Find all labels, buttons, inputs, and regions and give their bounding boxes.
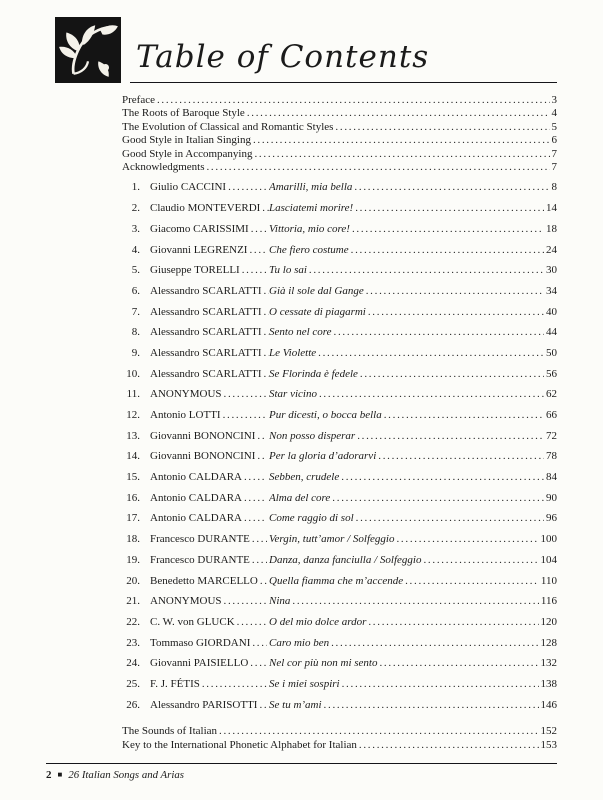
toc-row-page: 7 bbox=[551, 161, 557, 174]
song-title: Come raggio di sol bbox=[269, 512, 354, 525]
dot-leader bbox=[368, 306, 544, 318]
song-number: 10. bbox=[126, 367, 140, 380]
dot-leader bbox=[379, 657, 538, 669]
song-page: 100 bbox=[540, 533, 557, 546]
dot-leader bbox=[219, 725, 538, 738]
song-number: 25. bbox=[126, 677, 140, 690]
song-page: 40 bbox=[546, 305, 557, 318]
song-row bbox=[118, 223, 557, 244]
composer-cell bbox=[150, 388, 269, 400]
song-number: 15. bbox=[126, 471, 140, 484]
song-composer: Giulio CACCINI bbox=[150, 181, 227, 194]
composer-cell bbox=[150, 450, 269, 462]
dot-leader bbox=[237, 616, 267, 628]
toc-row-label: Key to the International Phonetic Alphabet for Italian bbox=[122, 738, 357, 751]
composer-cell bbox=[150, 409, 269, 421]
song-page: 24 bbox=[546, 243, 557, 256]
title-cell bbox=[269, 595, 541, 607]
song-title: Quella fiamma che m’accende bbox=[269, 574, 404, 587]
song-page: 132 bbox=[540, 657, 557, 670]
title-rule bbox=[130, 39, 557, 83]
song-row bbox=[118, 471, 557, 492]
title-cell bbox=[269, 388, 546, 400]
title-cell bbox=[269, 264, 546, 276]
song-number: 2. bbox=[131, 202, 140, 215]
song-page: 138 bbox=[540, 677, 557, 690]
dot-leader bbox=[368, 616, 538, 628]
composer-cell bbox=[150, 533, 269, 545]
footer-page-number: 2 bbox=[46, 769, 52, 781]
song-row bbox=[118, 430, 557, 451]
composer-cell bbox=[150, 512, 269, 524]
dot-leader bbox=[384, 409, 544, 421]
dot-leader bbox=[223, 409, 267, 421]
composer-cell bbox=[150, 430, 269, 442]
dot-leader bbox=[341, 471, 544, 483]
title-cell bbox=[269, 554, 541, 566]
floral-ornament-icon bbox=[55, 17, 121, 83]
dot-leader bbox=[319, 388, 544, 400]
song-number: 16. bbox=[126, 491, 140, 504]
dot-leader bbox=[366, 285, 544, 297]
page-header bbox=[0, 0, 603, 83]
song-page: 110 bbox=[540, 574, 557, 587]
song-page: 66 bbox=[546, 409, 557, 421]
song-row bbox=[118, 368, 557, 389]
song-number: 4. bbox=[131, 243, 140, 256]
song-composer: Antonio CALDARA bbox=[150, 491, 242, 504]
song-page: 90 bbox=[546, 491, 557, 504]
song-composer: Giovanni PAISIELLO bbox=[150, 657, 249, 670]
dot-leader bbox=[253, 134, 550, 147]
song-row bbox=[118, 678, 557, 699]
song-row bbox=[118, 699, 557, 720]
dot-leader bbox=[224, 388, 267, 400]
title-cell bbox=[269, 492, 546, 504]
front-matter-list bbox=[122, 94, 557, 174]
dot-leader bbox=[254, 148, 549, 161]
composer-cell bbox=[150, 223, 269, 235]
title-cell bbox=[269, 223, 546, 235]
title-cell bbox=[269, 616, 541, 628]
page-title: Table of Contents bbox=[136, 39, 430, 75]
song-composer: Giovanni BONONCINI bbox=[150, 450, 256, 463]
dot-leader bbox=[252, 554, 267, 566]
toc-row bbox=[122, 134, 557, 147]
dot-leader bbox=[250, 657, 267, 669]
song-number: 19. bbox=[126, 553, 140, 566]
toc-row-page: 4 bbox=[551, 107, 557, 120]
song-title: Lasciatemi morire! bbox=[269, 202, 354, 215]
dot-leader bbox=[244, 471, 267, 483]
composer-cell bbox=[150, 326, 269, 338]
composer-cell bbox=[150, 637, 269, 649]
dot-leader bbox=[405, 575, 539, 587]
song-page: 72 bbox=[546, 429, 557, 442]
dot-leader bbox=[157, 94, 550, 107]
song-page: 146 bbox=[540, 698, 557, 711]
title-cell bbox=[269, 306, 546, 318]
song-row bbox=[118, 450, 557, 471]
song-composer: Giovanni LEGRENZI bbox=[150, 243, 248, 256]
toc-row-page: 5 bbox=[551, 120, 557, 133]
footer-book-title: 26 Italian Songs and Arias bbox=[68, 769, 184, 781]
song-composer: Antonio LOTTI bbox=[150, 409, 221, 421]
song-row bbox=[118, 595, 557, 616]
composer-cell bbox=[150, 285, 269, 297]
dot-leader bbox=[309, 264, 544, 276]
title-cell bbox=[269, 347, 546, 359]
toc-row-page: 7 bbox=[551, 147, 557, 160]
song-row bbox=[118, 616, 557, 637]
title-cell bbox=[269, 471, 546, 483]
title-cell bbox=[269, 450, 546, 462]
dot-leader bbox=[202, 678, 267, 690]
dot-leader bbox=[251, 223, 267, 235]
song-number: 20. bbox=[126, 574, 140, 587]
dot-leader bbox=[252, 637, 267, 649]
square-bullet-icon: ■ bbox=[57, 770, 63, 779]
song-composer: Alessandro SCARLATTI bbox=[150, 326, 262, 339]
song-title: Vittoria, mio core! bbox=[269, 222, 350, 235]
song-row bbox=[118, 285, 557, 306]
song-composer: ANONYMOUS bbox=[150, 595, 222, 608]
song-title: O del mio dolce ardor bbox=[269, 615, 367, 628]
toc-row bbox=[122, 121, 557, 134]
toc-row bbox=[122, 107, 557, 120]
song-number: 8. bbox=[131, 326, 140, 339]
song-composer: Alessandro SCARLATTI bbox=[150, 367, 262, 380]
song-title: Non posso disperar bbox=[269, 429, 356, 442]
title-cell bbox=[269, 637, 541, 649]
composer-cell bbox=[150, 575, 269, 587]
song-row bbox=[118, 306, 557, 327]
song-composer: F. J. FÉTIS bbox=[150, 677, 200, 690]
song-number: 3. bbox=[131, 222, 140, 235]
dot-leader bbox=[331, 637, 538, 649]
composer-cell bbox=[150, 306, 269, 318]
dot-leader bbox=[292, 595, 539, 607]
dot-leader bbox=[260, 575, 268, 587]
dot-leader bbox=[351, 244, 544, 256]
composer-cell bbox=[150, 264, 269, 276]
composer-cell bbox=[150, 368, 269, 380]
composer-cell bbox=[150, 181, 269, 193]
song-title: Vergin, tutt’amor / Solfeggio bbox=[269, 533, 395, 546]
toc-row bbox=[122, 148, 557, 161]
song-title: Alma del core bbox=[269, 491, 331, 504]
dot-leader bbox=[356, 512, 544, 524]
song-composer: Benedetto MARCELLO bbox=[150, 574, 258, 587]
composer-cell bbox=[150, 202, 269, 214]
toc-row-label: Preface bbox=[122, 94, 155, 106]
dot-leader bbox=[334, 326, 544, 338]
song-number: 18. bbox=[126, 533, 140, 546]
dot-leader bbox=[244, 492, 267, 504]
song-page: 44 bbox=[546, 326, 557, 339]
song-composer: Giacomo CARISSIMI bbox=[150, 222, 249, 235]
song-number: 9. bbox=[131, 346, 140, 359]
song-title: Per la gloria d’adorarvi bbox=[269, 450, 377, 463]
composer-cell bbox=[150, 678, 269, 690]
dot-leader bbox=[249, 244, 267, 256]
song-composer: Alessandro SCARLATTI bbox=[150, 305, 262, 318]
song-number: 11. bbox=[126, 388, 140, 401]
song-number: 17. bbox=[126, 512, 140, 525]
composer-cell bbox=[150, 616, 269, 628]
composer-cell bbox=[150, 244, 269, 256]
song-page: 128 bbox=[540, 636, 557, 649]
song-page: 96 bbox=[546, 512, 557, 525]
song-page: 78 bbox=[546, 450, 557, 463]
song-page: 34 bbox=[546, 284, 557, 297]
song-page: 84 bbox=[546, 471, 557, 484]
dot-leader bbox=[247, 107, 550, 120]
song-title: Se Florinda è fedele bbox=[269, 367, 358, 380]
song-number: 13. bbox=[126, 429, 140, 442]
song-composer: Claudio MONTEVERDI bbox=[150, 202, 261, 215]
dot-leader bbox=[242, 264, 267, 276]
toc-row-label: The Roots of Baroque Style bbox=[122, 107, 245, 120]
song-row bbox=[118, 347, 557, 368]
dot-leader bbox=[357, 430, 544, 442]
dot-leader bbox=[352, 223, 544, 235]
composer-cell bbox=[150, 471, 269, 483]
song-page: 116 bbox=[540, 595, 557, 608]
dot-leader bbox=[396, 533, 538, 545]
composer-cell bbox=[150, 595, 269, 607]
song-composer: C. W. von GLUCK bbox=[150, 615, 235, 628]
dot-leader bbox=[228, 181, 267, 193]
end-matter-list bbox=[122, 725, 557, 752]
song-number: 26. bbox=[126, 698, 140, 711]
song-composer: Alessandro SCARLATTI bbox=[150, 346, 262, 359]
toc-row bbox=[122, 161, 557, 174]
dot-leader bbox=[244, 512, 267, 524]
dot-leader bbox=[359, 739, 539, 752]
song-row bbox=[118, 512, 557, 533]
dot-leader bbox=[360, 368, 544, 380]
composer-cell bbox=[150, 492, 269, 504]
song-title: Nina bbox=[269, 595, 291, 608]
composer-cell bbox=[150, 699, 269, 711]
song-row bbox=[118, 244, 557, 265]
song-number: 5. bbox=[131, 264, 140, 277]
toc-row-page: 6 bbox=[551, 134, 557, 147]
song-page: 120 bbox=[540, 615, 557, 628]
dot-leader bbox=[252, 533, 267, 545]
title-cell bbox=[269, 326, 546, 338]
title-cell bbox=[269, 657, 541, 669]
song-title: Star vicino bbox=[269, 388, 317, 401]
song-title: Caro mio ben bbox=[269, 636, 330, 649]
song-page: 104 bbox=[540, 553, 557, 566]
title-cell bbox=[269, 430, 546, 442]
song-number: 23. bbox=[126, 636, 140, 649]
toc-row-page: 152 bbox=[540, 725, 557, 738]
toc-row-page: 153 bbox=[540, 738, 557, 751]
dot-leader bbox=[206, 161, 549, 174]
song-page: 14 bbox=[546, 202, 557, 215]
song-number: 7. bbox=[131, 305, 140, 318]
composer-cell bbox=[150, 347, 269, 359]
dot-leader bbox=[318, 347, 544, 359]
dot-leader bbox=[259, 699, 267, 711]
song-row bbox=[118, 202, 557, 223]
song-row bbox=[118, 657, 557, 678]
dot-leader bbox=[262, 202, 269, 214]
song-row bbox=[118, 637, 557, 658]
song-composer: Tommaso GIORDANI bbox=[150, 636, 251, 649]
dot-leader bbox=[332, 492, 544, 504]
song-number: 1. bbox=[131, 181, 140, 194]
title-cell bbox=[269, 368, 546, 380]
title-cell bbox=[269, 512, 546, 524]
title-cell bbox=[269, 678, 541, 690]
song-row bbox=[118, 388, 557, 409]
song-title: Sento nel core bbox=[269, 326, 332, 339]
song-number: 12. bbox=[126, 409, 140, 421]
song-title: Tu lo sai bbox=[269, 264, 307, 277]
title-cell bbox=[269, 285, 546, 297]
song-number: 14. bbox=[126, 450, 140, 463]
song-page: 50 bbox=[546, 346, 557, 359]
toc-row bbox=[122, 725, 557, 738]
song-title: Nel cor più non mi sento bbox=[269, 657, 378, 670]
song-list bbox=[118, 181, 557, 719]
song-page: 30 bbox=[546, 264, 557, 277]
toc-row-label: The Evolution of Classical and Romantic Styles bbox=[122, 120, 334, 133]
toc-row-label: The Sounds of Italian bbox=[122, 725, 218, 738]
song-composer: ANONYMOUS bbox=[150, 388, 222, 401]
song-number: 22. bbox=[126, 615, 140, 628]
song-composer: Alessandro PARISOTTI bbox=[150, 698, 258, 711]
toc-row-label: Acknowledgments bbox=[122, 161, 205, 174]
song-title: Danza, danza fanciulla / Solfeggio bbox=[269, 553, 422, 566]
toc-row-label: Good Style in Italian Singing bbox=[122, 134, 251, 147]
title-cell bbox=[269, 181, 552, 193]
toc-row bbox=[122, 94, 557, 107]
song-page: 18 bbox=[546, 222, 557, 235]
song-page: 62 bbox=[546, 388, 557, 401]
dot-leader bbox=[355, 202, 544, 214]
composer-cell bbox=[150, 657, 269, 669]
title-cell bbox=[269, 244, 546, 256]
song-composer: Giovanni BONONCINI bbox=[150, 429, 256, 442]
song-title: Se i miei sospiri bbox=[269, 677, 340, 690]
song-title: Se tu m’ami bbox=[269, 698, 322, 711]
song-composer: Francesco DURANTE bbox=[150, 533, 250, 546]
toc-row bbox=[122, 739, 557, 752]
song-number: 6. bbox=[131, 284, 140, 297]
song-composer: Giuseppe TORELLI bbox=[150, 264, 240, 277]
song-row bbox=[118, 575, 557, 596]
song-composer: Antonio CALDARA bbox=[150, 471, 242, 484]
dot-leader bbox=[335, 121, 549, 134]
song-composer: Antonio CALDARA bbox=[150, 512, 242, 525]
song-row bbox=[118, 264, 557, 285]
song-row bbox=[118, 492, 557, 513]
song-page: 56 bbox=[546, 367, 557, 380]
dot-leader bbox=[257, 450, 267, 462]
title-cell bbox=[269, 202, 546, 214]
song-title: Le Violette bbox=[269, 346, 317, 359]
dot-leader bbox=[224, 595, 267, 607]
title-cell bbox=[269, 533, 541, 545]
song-title: Che fiero costume bbox=[269, 243, 349, 256]
song-title: Già il sole dal Gange bbox=[269, 284, 364, 297]
dot-leader bbox=[342, 678, 539, 690]
song-row bbox=[118, 554, 557, 575]
song-composer: Alessandro SCARLATTI bbox=[150, 284, 262, 297]
page-footer bbox=[46, 763, 557, 781]
dot-leader bbox=[378, 450, 544, 462]
toc-row-page: 3 bbox=[551, 94, 557, 106]
song-row bbox=[118, 181, 557, 202]
toc-row-label: Good Style in Accompanying bbox=[122, 147, 253, 160]
title-cell bbox=[269, 699, 541, 711]
dot-leader bbox=[354, 181, 549, 193]
dot-leader bbox=[423, 554, 538, 566]
song-title: Pur dicesti, o bocca bella bbox=[269, 409, 382, 421]
composer-cell bbox=[150, 554, 269, 566]
song-page: 8 bbox=[551, 181, 557, 194]
song-title: Sebben, crudele bbox=[269, 471, 340, 484]
song-number: 21. bbox=[126, 595, 140, 608]
dot-leader bbox=[324, 699, 539, 711]
song-row bbox=[118, 326, 557, 347]
song-number: 24. bbox=[126, 657, 140, 670]
title-cell bbox=[269, 409, 546, 421]
song-row bbox=[118, 533, 557, 554]
title-cell bbox=[269, 575, 541, 587]
dot-leader bbox=[257, 430, 267, 442]
song-title: Amarilli, mia bella bbox=[269, 181, 353, 194]
song-title: O cessate di piagarmi bbox=[269, 305, 366, 318]
song-row bbox=[118, 409, 557, 430]
song-composer: Francesco DURANTE bbox=[150, 553, 250, 566]
